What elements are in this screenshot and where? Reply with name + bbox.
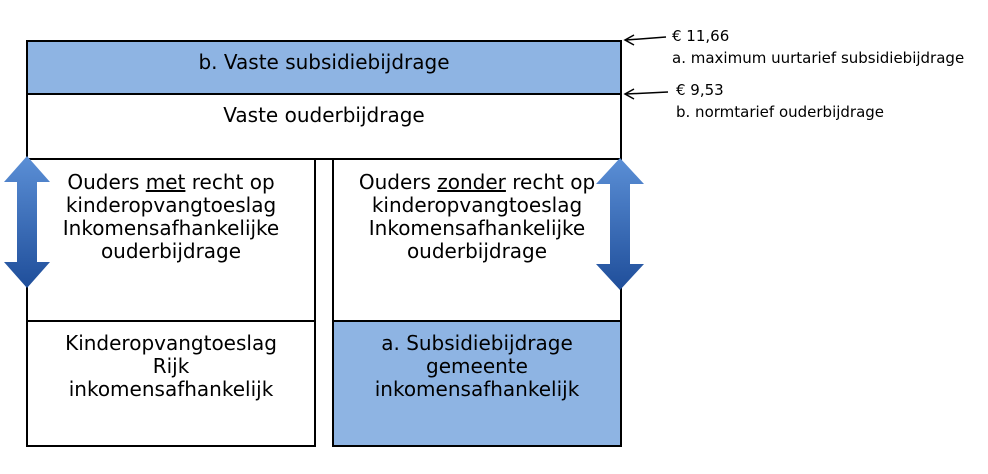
double-arrow-icon-left <box>4 156 50 288</box>
annotation-b-label: b. normtarief ouderbijdrage <box>676 103 885 121</box>
double-arrow-icon-right <box>596 158 644 290</box>
left-upper-line3: Inkomensafhankelijke <box>62 216 280 240</box>
annotation-b-amount: € 9,53 <box>676 81 724 99</box>
subsidy-fixed-label: b. Vaste subsidiebijdrage <box>198 50 450 74</box>
left-upper-line4: ouderbijdrage <box>100 239 242 263</box>
left-upper-line2: kinderopvangtoeslag <box>65 193 277 217</box>
left-upper-line1: Ouders met recht op <box>67 170 275 194</box>
left-lower-line3: inkomensafhankelijk <box>68 377 274 401</box>
left-lower-line2: Rijk <box>152 354 190 378</box>
left-lower-line1: Kinderopvangtoeslag <box>65 331 277 355</box>
pointer-arrow-icon-a <box>625 35 666 45</box>
right-upper-line4: ouderbijdrage <box>406 239 548 263</box>
annotation-a-label: a. maximum uurtarief subsidiebijdrage <box>672 49 965 67</box>
annotation-a-amount: € 11,66 <box>672 27 730 45</box>
right-lower-line2: gemeente <box>426 354 528 378</box>
right-lower-line1: a. Subsidiebijdrage <box>381 331 573 355</box>
right-upper-line2: kinderopvangtoeslag <box>371 193 583 217</box>
pointer-arrow-icon-b <box>625 89 668 99</box>
right-lower-line3: inkomensafhankelijk <box>374 377 580 401</box>
right-upper-line1: Ouders zonder recht op <box>358 170 596 194</box>
right-upper-line3: Inkomensafhankelijke <box>368 216 586 240</box>
parent-fixed-label: Vaste ouderbijdrage <box>223 103 425 127</box>
